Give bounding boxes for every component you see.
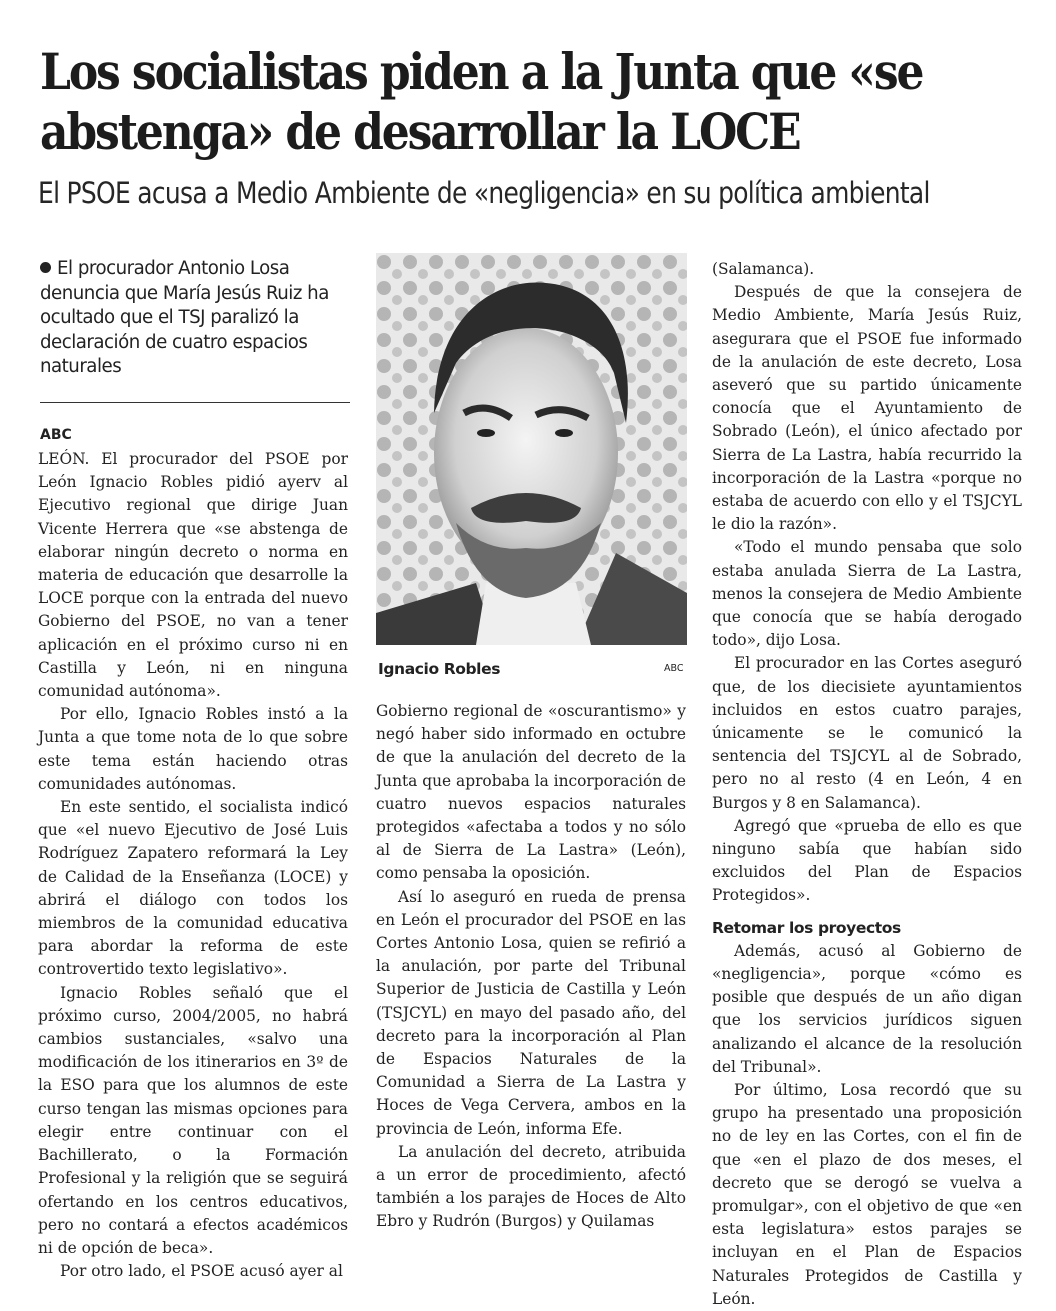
column-1 (38, 448, 348, 1283)
paragraph: El procurador en las Cortes aseguró que, de los diecisiete ayuntamientos incluidos en estos cuatro parajes, únicamente se le comunicó la sentencia del TSJCYL al de Sobrado, pero no al resto (4 en León, 4 en Burgos y 8 en Salamanca). (712, 654, 1022, 812)
photo-caption: Ignacio Robles (378, 660, 501, 678)
section-heading: Retomar los proyectos (712, 918, 901, 937)
portrait-image (376, 253, 687, 645)
paragraph: Así lo aseguró en rueda de prensa en León el procurador del PSOE en las Cortes Antonio Losa, quien se refirió a la anulación, por parte del Tribunal Superior de Justicia de Castilla y León (TSJCYL) en mayo del pasado año, del decreto para la incorporación al Plan de Espacios Naturales de la Comunidad a Sierra de La Lastra y Hoces de Vega Cervera, ambos en la provincia de León, informa Efe. (376, 887, 686, 1138)
headline-line-2: abstenga» de desarrollar la LOCE (40, 102, 800, 161)
lead-text: El procurador Antonio Losa denuncia que María Jesús Ruiz ha ocultado que el TSJ paralizó la declaración de cuatro espacios naturales (40, 258, 329, 377)
paragraph: Gobierno regional de «oscurantismo» y negó haber sido informado en octubre de que la anulación del decreto de la Junta que aprobaba la incorporación de cuatro nuevos espacios naturales protegidos «afectaba a todos y no sólo al de Sierra de La Lastra» (León), como pensaba la oposición. (376, 702, 686, 883)
subheadline: El PSOE acusa a Medio Ambiente de «negligencia» en su política ambiental (38, 176, 930, 210)
bullet-icon (40, 262, 51, 273)
headline-line-1: Los socialistas piden a la Junta que «se (40, 42, 923, 101)
column-3 (712, 258, 1022, 1311)
paragraph: LEÓN. El procurador del PSOE por León Ignacio Robles pidió ayerv al Ejecutivo regional que dirige Juan Vicente Herrera que «se abstenga de elaborar ningún decreto o norma en materia de educación que desarrolle la LOCE porque con la entrada del nuevo Gobierno del PSOE, no van a tener aplicación en el próximo curso ni en Castilla y León, ni en ninguna comunidad autónoma». (38, 450, 348, 701)
paragraph: La anulación del decreto, atribuida a un error de procedimiento, afectó también a los parajes de Hoces de Alto Ebro y Rudrón (Burgos) y Quilamas (376, 1142, 686, 1231)
paragraph: Además, acusó al Gobierno de «negligencia», porque «cómo es posible que después de un año digan que los servicios jurídicos siguen analizando el alcance de la resolución del Tribunal». (712, 941, 1022, 1076)
headline (40, 42, 923, 162)
paragraph: Por otro lado, el PSOE acusó ayer al (60, 1262, 343, 1281)
column-2 (376, 700, 686, 1234)
paragraph: Por ello, Ignacio Robles instó a la Junta a que tome nota de lo que sobre este tema están haciendo otras comunidades autónomas. (38, 705, 348, 793)
paragraph: En este sentido, el socialista indicó que «el nuevo Ejecutivo de José Luis Rodríguez Zapatero reformará la Ley de Calidad de la Enseñanza (LOCE) y abrirá el diálogo con todos los miembros de la comunidad educativa para abordar la reforma de este controvertido texto legislativo». (38, 798, 348, 979)
photo-credit: ABC (664, 663, 684, 674)
byline: ABC (40, 427, 72, 443)
paragraph: Agregó que «prueba de ello es que ninguno sabía que habían sido excluidos del Plan de Espacios Protegidos». (712, 816, 1022, 905)
paragraph: (Salamanca). (712, 260, 815, 278)
paragraph: Por último, Losa recordó que su grupo ha presentado una proposición no de ley en las Cortes, con el fin de que «en el plazo de dos meses, el decreto que se derogó se vuelva a promulgar», con el objetivo de que «en esta legislatura» estos parajes se incluyan en el Plan de Espacios Naturales Protegidos de Castilla y León. (712, 1080, 1022, 1308)
paragraph: «Todo el mundo pensaba que solo estaba anulada Sierra de La Lastra, menos la consejera de Medio Ambiente que conocía que se había derogado todo», dijo Losa. (712, 538, 1022, 650)
portrait-photo (376, 253, 687, 645)
lead-summary (40, 257, 352, 380)
divider (40, 402, 350, 403)
paragraph: Ignacio Robles señaló que el próximo curso, 2004/2005, no habrá cambios sustanciales, «salvo una modificación de los itinerarios en 3º de la ESO para que los alumnos de este curso tengan las mismas opciones para elegir entre continuar con el Bachillerato, o la Formación Profesional y la religión que se seguirá ofertando en los centros educativos, pero no contará a efectos académicos ni de opción de beca». (38, 983, 348, 1257)
paragraph: Después de que la consejera de Medio Ambiente, María Jesús Ruiz, asegurara que el PSOE fue informado de la anulación de este decreto, Losa aseveró que su partido únicamente conocía que el Ayuntamiento de Sobrado (León), el único afectado por Sierra de La Lastra, había recurrido la incorporación de la Lastra «porque no estaba de acuerdo con ello y el TSJCYL le dio la razón». (712, 283, 1022, 534)
